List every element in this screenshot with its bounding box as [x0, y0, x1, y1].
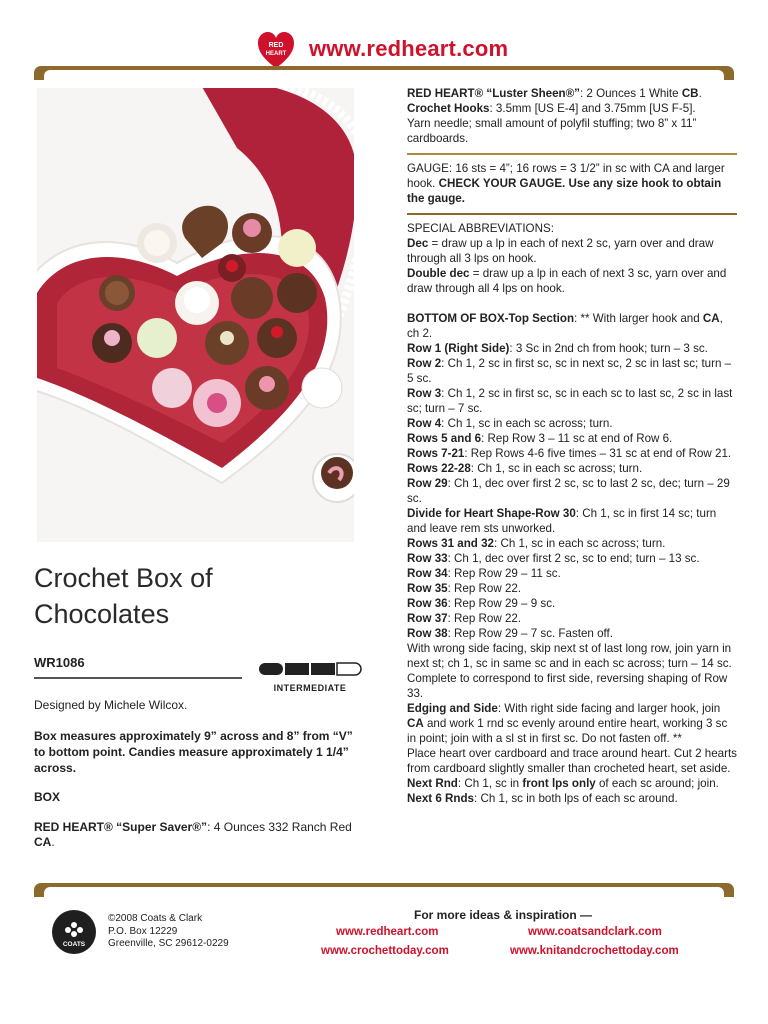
section-label: Edging and Side — [407, 702, 498, 715]
section-label: BOTTOM OF BOX-Top Section — [407, 312, 575, 325]
row-text: : Ch 1, dec over first 2 sc, sc to end; turn – 13 sc. — [447, 552, 700, 565]
special-label: SPECIAL ABBREVIATIONS — [407, 222, 551, 235]
row-text: : Ch 1, sc in each sc across; turn. — [441, 417, 613, 430]
row-label: Row 34 — [407, 567, 448, 580]
yarn-detail: : 4 Ounces 332 Ranch Red — [207, 820, 352, 834]
abbr-text: = draw up a lp in each of next 3 sc, yarn over and draw through all 4 lps on hook. — [407, 267, 727, 295]
row-instruction — [407, 476, 737, 506]
coats-logo-icon — [52, 910, 96, 954]
edging-and-side — [407, 701, 737, 746]
coats-logo-text: COATS — [62, 941, 86, 948]
abbr-label: Double dec — [407, 267, 470, 280]
po-box: P.O. Box 12229 — [108, 925, 178, 937]
row-instruction — [407, 566, 737, 581]
footer-link-coatsandclark[interactable]: www.coatsandclark.com — [528, 926, 662, 938]
row-text: : Ch 1, dec over first 2 sc, sc to last 2 sc, dec; turn – 29 sc. — [407, 477, 730, 505]
footer-link-crochettoday[interactable]: www.crochettoday.com — [321, 945, 449, 957]
row-instruction — [407, 446, 737, 461]
row-text: : Ch 1, 2 sc in first sc, sc in next sc, 2 sc in last sc; turn – 5 sc. — [407, 357, 732, 385]
row-label: Row 36 — [407, 597, 448, 610]
gauge-text: : 16 sts = 4”; 16 rows = 3 1/2” in sc with CA and larger hook. — [407, 162, 725, 190]
footer-link-knitandcrochettoday[interactable]: www.knitandcrochettoday.com — [510, 945, 679, 957]
row-text: : Rep Row 29 – 11 sc. — [447, 567, 561, 580]
copyright: ©2008 Coats & Clark — [108, 913, 203, 924]
coats-logo[interactable] — [52, 910, 96, 954]
row-text: : 3 Sc in 2nd ch from hook; turn – 3 sc. — [509, 342, 708, 355]
row-label: Row 37 — [407, 612, 448, 625]
section-text: of each sc around; join. — [595, 777, 719, 790]
row-label: Rows 5 and 6 — [407, 432, 482, 445]
abbr-double-dec — [407, 266, 737, 296]
footer-ideas: For more ideas & inspiration — — [414, 908, 593, 922]
row-text: : Ch 1, sc in each sc across; turn. — [470, 462, 643, 475]
skill-level-indicator — [258, 662, 362, 693]
row-label: Rows 7-21 — [407, 447, 465, 460]
abbr-label: Dec — [407, 237, 429, 250]
wrong-side-text: With wrong side facing, skip next st of last long row, join yarn in next st; ch 1, sc in same sc and in each sc across; turn – 14 sc. Complete to correspond to first side, reversing shaping of Row 33. — [407, 642, 732, 700]
row-text: : Ch 1, sc in first 14 sc; turn and leave rem sts unworked. — [407, 507, 717, 535]
row-text: : Rep Row 3 – 11 sc at end of Row 6. — [481, 432, 673, 445]
header-divider — [34, 66, 734, 80]
instructions-column — [407, 86, 737, 806]
row-instruction — [407, 341, 737, 356]
next-6-rnds — [407, 791, 737, 806]
gauge-label: GAUGE — [407, 162, 449, 175]
punct: : — [550, 222, 554, 235]
skill-level-label: INTERMEDIATE — [273, 683, 347, 693]
row-label: Row 33 — [407, 552, 448, 565]
row-instruction — [407, 596, 737, 611]
footer-link-redheart[interactable]: www.redheart.com — [336, 926, 439, 938]
bottom-of-box-heading — [407, 311, 737, 341]
materials-notions: Yarn needle; small amount of polyfil stuffing; two 8” x 11” cardboards. — [407, 117, 697, 145]
abbr-dec — [407, 236, 737, 266]
yarn-detail: : 2 Ounces 1 White — [579, 87, 682, 100]
title-line-2: Chocolates — [34, 599, 170, 629]
yarn-abbr: CB — [681, 87, 699, 100]
section-text: and work 1 rnd sc evenly around entire heart, working 3 sc in point; join with a sl st in first sc. Do not fasten off. ** — [407, 717, 728, 745]
row-label: Rows 31 and 32 — [407, 537, 494, 550]
designer-credit: Designed by Michele Wilcox. — [34, 698, 188, 712]
city: Greenville, SC 29612-0229 — [108, 938, 229, 949]
row-instruction — [407, 611, 737, 626]
row-text: : Ch 1, sc in each sc across; turn. — [494, 537, 666, 550]
site-url-link[interactable]: www.redheart.com — [309, 36, 509, 61]
row-text: : Rep Rows 4-6 five times – 31 sc at end of Row 21. — [464, 447, 732, 460]
punct: . — [51, 835, 55, 849]
hooks-text: : 3.5mm [US E-4] and 3.75mm [US F-5]. — [489, 102, 696, 115]
section-text: : With right side facing and larger hook, join — [497, 702, 721, 715]
materials-hooks — [407, 101, 737, 116]
abbr-text: = draw up a lp in each of next 2 sc, yarn over and draw through all 3 lps on hook. — [407, 237, 714, 265]
row-instruction — [407, 536, 737, 551]
row-text: : Rep Row 22. — [447, 582, 522, 595]
row-instruction — [407, 626, 737, 641]
materials-luster — [407, 86, 737, 101]
section-text: : Ch 1, sc in — [457, 777, 523, 790]
section-label: Next Rnd — [407, 777, 458, 790]
heart-box-chocolates-icon — [37, 88, 354, 542]
row-text: : Rep Row 29 – 7 sc. Fasten off. — [447, 627, 613, 640]
product-photo — [37, 88, 354, 542]
yarn-abbr: CA — [34, 835, 52, 849]
emphasis: front lps only — [522, 777, 596, 790]
row-label: Row 4 — [407, 417, 442, 430]
pattern-code: WR1086 — [34, 655, 85, 670]
red-heart-logo[interactable] — [258, 32, 294, 70]
yarn-name: RED HEART® “Luster Sheen®” — [407, 87, 580, 100]
row-text: : Rep Row 22. — [447, 612, 522, 625]
pattern-title — [34, 560, 344, 632]
row-label: Row 35 — [407, 582, 448, 595]
skill-level-bars-icon — [258, 662, 362, 676]
row-instructions — [407, 341, 737, 641]
divider — [34, 677, 242, 679]
divider — [407, 213, 737, 215]
yarn-abbr: CA — [702, 312, 720, 325]
row-label: Row 3 — [407, 387, 442, 400]
box-heading: BOX — [34, 790, 61, 804]
place-heart-text: Place heart over cardboard and trace around heart. Cut 2 hearts from cardboard slightly smaller than crocheted heart, set aside. — [407, 747, 737, 775]
divider — [407, 153, 737, 155]
gauge — [407, 161, 737, 206]
row-text: : Rep Row 29 – 9 sc. — [447, 597, 556, 610]
section-text: , ch 2. — [407, 312, 723, 340]
yarn-name: RED HEART® “Super Saver®” — [34, 820, 208, 834]
row-label: Row 29 — [407, 477, 448, 490]
section-label: Next 6 Rnds — [407, 792, 475, 805]
yarn-abbr: CA — [407, 717, 424, 730]
row-instruction — [407, 461, 737, 476]
row-instruction — [407, 386, 737, 416]
title-line-1: Crochet Box of — [34, 563, 213, 593]
row-instruction — [407, 581, 737, 596]
footer-divider — [34, 883, 734, 897]
hooks-label: Crochet Hooks — [407, 102, 490, 115]
logo-text-top: RED — [268, 42, 284, 49]
row-instruction — [407, 356, 737, 386]
section-text: : Ch 1, sc in both lps of each sc around. — [474, 792, 678, 805]
logo-text-bottom: HEART — [265, 51, 287, 57]
measurements-text: Box measures approximately 9” across and 8” from “V” to bottom point. Candies measure approximately 1 1/4” across. — [34, 729, 353, 775]
row-instruction — [407, 506, 737, 536]
row-instruction — [407, 551, 737, 566]
row-label: Rows 22-28 — [407, 462, 471, 475]
row-instruction — [407, 416, 737, 431]
punct: . — [698, 87, 702, 100]
special-abbreviations-heading — [407, 221, 737, 236]
row-instruction — [407, 431, 737, 446]
row-label: Row 1 (Right Side) — [407, 342, 510, 355]
row-text: : Ch 1, 2 sc in first sc, sc in each sc to last sc, 2 sc in last sc; turn – 7 sc. — [407, 387, 733, 415]
gauge-check: CHECK YOUR GAUGE. Use any size hook to obtain the gauge. — [407, 177, 722, 205]
row-label: Row 2 — [407, 357, 442, 370]
materials-super-saver — [34, 820, 354, 850]
row-label: Divide for Heart Shape-Row 30 — [407, 507, 576, 520]
section-text: : ** With larger hook and — [574, 312, 703, 325]
next-rnd — [407, 776, 737, 791]
row-label: Row 38 — [407, 627, 448, 640]
footer-address — [108, 913, 229, 951]
